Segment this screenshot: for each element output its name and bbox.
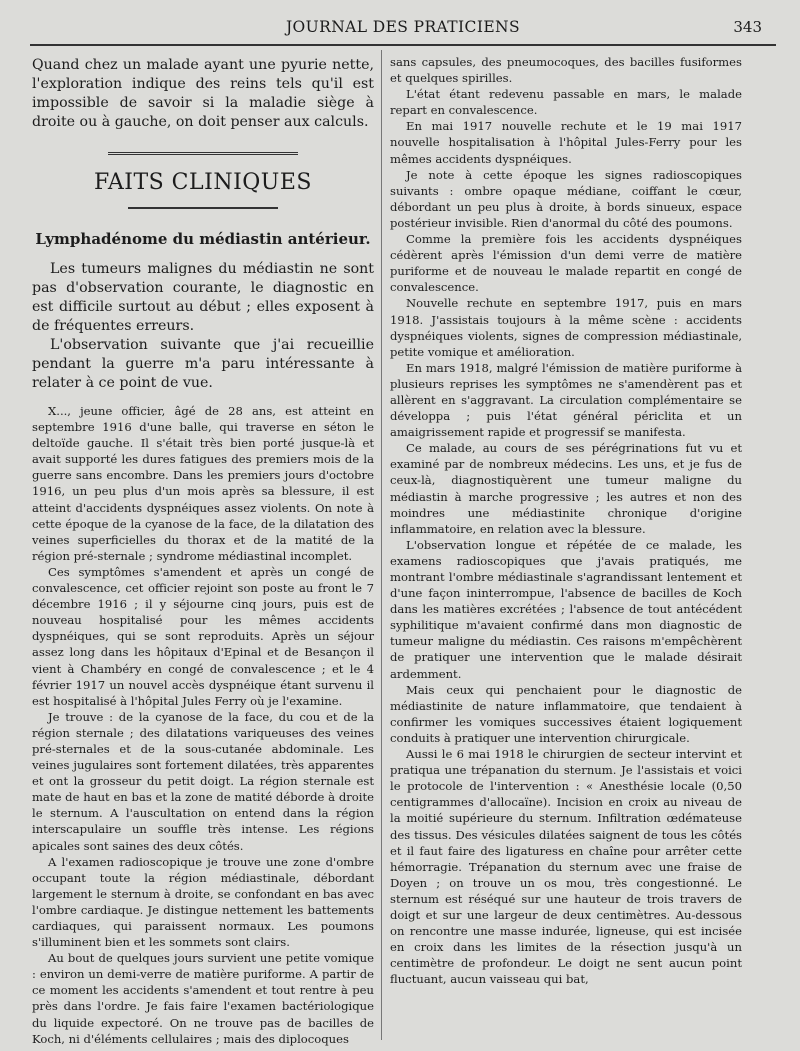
body-paragraph: En mars 1918, malgré l'émission de matière puriforme à plusieurs reprises les symptômes ne s'amendèrent pas et allèrent en s'aggravant. La circulation complémentaire se développa ; puis l'état général périclita et un amaigrissement rapide et progressif se manifesta. [390, 360, 742, 440]
body-paragraph: Je trouve : de la cyanose de la face, du cou et de la région sternale ; des dilatations variqueuses des veines pré-sternales et de la sous-cutanée abdominale. Les veines jugulaires sont fortement dilatées, très apparentes et ont la grosseur du petit doigt. La région sternale est mate de haut en bas et la zone de matité déborde à droite le sternum. A l'auscultation on entend dans la région interscapulaire un souffle très intense. Les régions apicales sont saines des deux côtés. [32, 709, 374, 853]
body-paragraph: Mais ceux qui penchaient pour le diagnostic de médiastinite de nature inflammatoire, que tendaient à confirmer les vomiques successives étaient logiquement conduits à pratiquer une intervention chirurgicale. [390, 682, 742, 745]
section-title: FAITS CLINIQUES [94, 170, 312, 195]
right-column [390, 54, 742, 987]
intro-paragraph: Quand chez un malade ayant une pyurie nette, l'exploration indique des reins tels qu'il est impossible de savoir si la maladie siège à droite ou à gauche, on doit penser aux calculs. [32, 57, 374, 130]
body-paragraph: A l'examen radioscopique je trouve une zone d'ombre occupant toute la région médiastinale, débordant largement le sternum à droite, se confondant en bas avec l'ombre cardiaque. Je distingue nettement les battements cardiaques, qui paraissent normaux. Les poumons s'illuminent bien et les sommets sont clairs. [32, 854, 374, 950]
body-paragraph: Comme la première fois les accidents dyspnéiques cédèrent après l'émission d'un demi verre de matière puriforme et de nouveau le malade repartit en congé de convalescence. [390, 232, 742, 295]
body-paragraph: Ce malade, au cours de ses pérégrinations fut vu et examiné par de nombreux médecins. Les uns, et je fus de ceux-là, diagnostiquèrent une tumeur maligne du médiastin à marche progressive ; les autres et non des moindres une médiastinite chronique d'origine inflammatoire, en relation avec la blessure. [390, 441, 742, 536]
running-title: JOURNAL DES PRATICIENS [285, 18, 521, 36]
left-column [32, 56, 374, 1047]
body-paragraph: Je note à cette époque les signes radioscopiques suivants : ombre opaque médiane, coiffant le cœur, débordant un peu plus à droite, à bords sinueux, espace postérieur invisible. Rien d'anormal du côté des poumons. [390, 167, 742, 230]
body-paragraph: X..., jeune officier, âgé de 28 ans, est atteint en septembre 1916 d'une balle, qui traverse en séton le deltoïde gauche. Il s'était très bien porté jusque-là et avait supporté les dures fatigues des premiers mois de la guerre sans encombre. Dans les premiers jours d'octobre 1916, un peu plus d'un mois après sa blessure, il est atteint d'accidents dyspnéiques assez violents. On note à cette époque de la cyanose de la face, de la dilatation des veines superficielles du thorax et de la matité de la région pré-sternale ; syndrome médiastinal incomplet. [32, 404, 374, 563]
body-paragraph: Au bout de quelques jours survient une petite vomique : environ un demi-verre de matière puriforme. A partir de ce moment les accidents s'amendent et tout rentre à peu près dans l'ordre. Je fais faire l'examen bactériologique du liquide expectoré. On ne trouve pas de bacilles de Koch, ni d'éléments cellulaires ; mais des diplocoques [32, 951, 374, 1046]
column-divider [381, 50, 382, 1040]
section-rule-bottom [128, 207, 278, 212]
section-rule-top [108, 152, 298, 158]
lead-paragraph: Les tumeurs malignes du médiastin ne sont pas d'observation courante, le diagnostic en est difficile surtout au début ; elles exposent à de fréquentes erreurs. [32, 261, 374, 334]
body-paragraph: En mai 1917 nouvelle rechute et le 19 mai 1917 nouvelle hospitalisation à l'hôpital Jules-Ferry pour les mêmes accidents dyspnéiques. [390, 119, 742, 166]
body-paragraph: L'état étant redevenu passable en mars, le malade repart en convalescence. [390, 87, 742, 118]
article-title: Lymphadénome du médiastin antérieur. [35, 230, 371, 248]
body-paragraph: Aussi le 6 mai 1918 le chirurgien de secteur intervint et pratiqua une trépanation du sternum. Je l'assistais et voici le protocole de l'intervention : « Anesthésie locale (0,50 centigrammes d'allocaïne). Incision en croix au niveau de la moitié supérieure du sternum. Infiltration œdémateuse des tissus. Des vésicules dilatées saignent de tous les côtés et il faut faire des ligaturess en chaîne pour arrêter cette hémorragie. Trépanation du sternum avec une fraise de Doyen ; on trouve un os mou, très congestionné. Le sternum est réséqué sur une hauteur de trois travers de doigt et sur une largeur de deux centimètres. Au-dessous on rencontre une masse indurée, ligneuse, qui est incisée en croix dans les limites de la résection jusqu'à un centimètre de profondeur. Le doigt ne sent aucun point fluctuant, aucun vaisseau qui bat, [390, 747, 742, 987]
body-paragraph: Ces symptômes s'amendent et après un congé de convalescence, cet officier rejoint son poste au front le 7 décembre 1916 ; il y séjourne cinq jours, puis est de nouveau hospitalisé pour les mêmes accidents dyspnéiques, qui se sont reproduits. Après un séjour assez long dans les hôpitaux d'Epinal et de Besançon il vient à Chambéry en congé de convalescence ; et le 4 février 1917 un nouvel accès dyspnéique étant survenu il est hospitalisé à l'hôpital Jules Ferry où je l'examine. [32, 564, 374, 708]
body-paragraph: L'observation longue et répétée de ce malade, les examens radioscopiques que j'avais pratiqués, me montrant l'ombre médiastinale s'agrandissant lentement et d'une façon ininterrompue, l'absence de bacilles de Koch dans les matières excrétées ; l'absence de tout antécédent syphilitique m'avaient confirmé dans mon diagnostic de tumeur maligne du médiastin. Ces raisons m'empêchèrent de pratiquer une intervention que le malade désirait ardemment. [390, 537, 742, 681]
body-paragraph: sans capsules, des pneumocoques, des bacilles fusiformes et quelques spirilles. [390, 55, 742, 86]
page-header [30, 14, 776, 46]
page-number: 343 [733, 18, 762, 36]
body-paragraph: Nouvelle rechute en septembre 1917, puis en mars 1918. J'assistais toujours à la même scène : accidents dyspnéiques violents, signes de compression médiastinale, petite vomique et amélioration. [390, 296, 742, 359]
lead-paragraph: L'observation suivante que j'ai recueillie pendant la guerre m'a paru intéressante à relater à ce point de vue. [32, 337, 374, 391]
